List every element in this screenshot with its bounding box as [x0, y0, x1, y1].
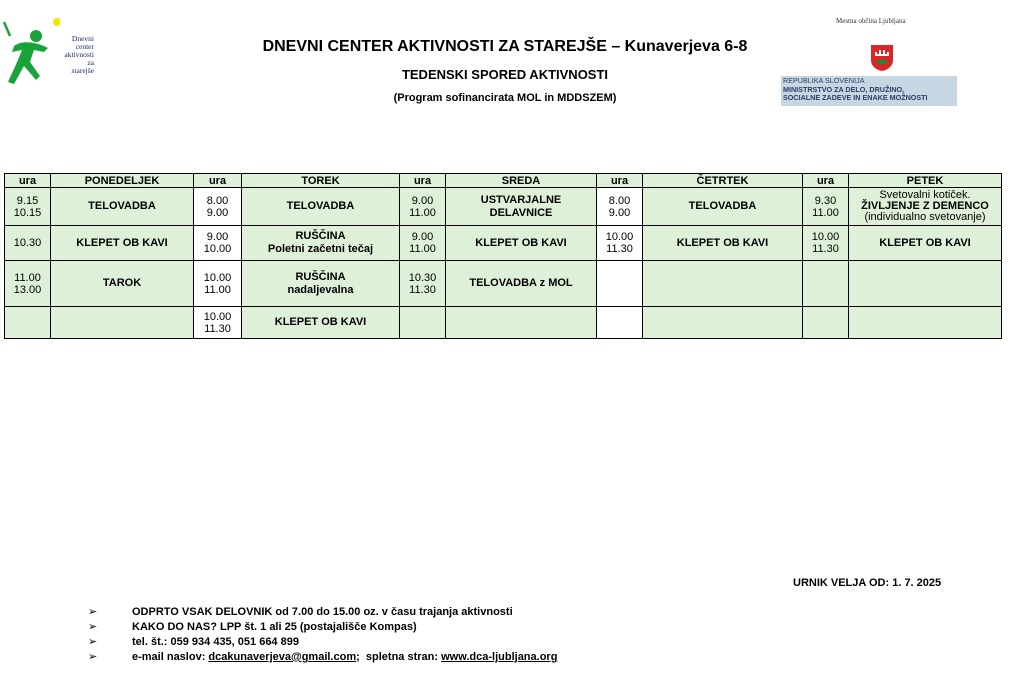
weekly-schedule-table: [4, 173, 1002, 339]
website-link[interactable]: www.dca-ljubljana.org: [441, 651, 558, 663]
activity-cell: TELOVADBA z MOL: [446, 261, 597, 307]
table-row: [5, 307, 1002, 339]
activity-cell: KLEPET OB KAVI: [446, 226, 597, 261]
time-cell: 11.00 13.00: [5, 261, 51, 307]
activity-cell: [51, 307, 194, 339]
header-cell: ura: [803, 174, 849, 188]
header-cell: TOREK: [242, 174, 400, 188]
activity-cell: [643, 261, 803, 307]
time-cell: 9.15 10.15: [5, 188, 51, 226]
activity-cell: [643, 307, 803, 339]
activity-cell: [446, 307, 597, 339]
time-cell: [597, 307, 643, 339]
center-logo: [0, 18, 100, 90]
activity-cell: TAROK: [51, 261, 194, 307]
email-link[interactable]: dcakunaverjeva@gmail.com: [208, 651, 357, 663]
activity-cell: RUŠČINA Poletni začetni tečaj: [242, 226, 400, 261]
activity-cell: TELOVADBA: [643, 188, 803, 226]
activity-cell: KLEPET OB KAVI: [849, 226, 1002, 261]
arrow-bullet-icon: ➢: [88, 606, 98, 618]
activity-cell: TELOVADBA: [242, 188, 400, 226]
list-item: [88, 605, 557, 620]
funding-note: (Program sofinancirata MOL in MDDSZEM): [393, 92, 617, 104]
ministry-logo: REPUBLIKA SLOVENIJA MINISTRSTVO ZA DELO, DRUŽINO, SOCIALNE ZADEVE IN ENAKE MOŽNOSTI: [781, 76, 957, 106]
header-cell: ura: [400, 174, 446, 188]
header-cell: ura: [597, 174, 643, 188]
time-cell: 9.30 11.00: [803, 188, 849, 226]
activity-cell: KLEPET OB KAVI: [51, 226, 194, 261]
time-cell: 10.00 11.30: [597, 226, 643, 261]
time-cell: [597, 261, 643, 307]
list-item: [88, 635, 557, 650]
info-list: [88, 605, 557, 665]
activity-cell: TELOVADBA: [51, 188, 194, 226]
schedule-valid-from: URNIK VELJA OD: 1. 7. 2025: [793, 577, 942, 589]
header-cell: SREDA: [446, 174, 597, 188]
time-cell: [803, 307, 849, 339]
time-cell: [803, 261, 849, 307]
activity-cell: Svetovalni kotiček. ŽIVLJENJE Z DEMENCO (individualno svetovanje): [849, 188, 1002, 226]
table-row: [5, 188, 1002, 226]
time-cell: [400, 307, 446, 339]
header-cell: ČETRTEK: [643, 174, 803, 188]
tennis-player-icon: [0, 18, 60, 90]
activity-cell: KLEPET OB KAVI: [643, 226, 803, 261]
activity-cell: [849, 307, 1002, 339]
table-row: [5, 261, 1002, 307]
time-cell: 9.00 11.00: [400, 188, 446, 226]
web-label: spletna stran:: [365, 651, 439, 663]
email-label: e-mail naslov:: [132, 651, 206, 663]
time-cell: 10.30 11.30: [400, 261, 446, 307]
table-row: [5, 226, 1002, 261]
phone-numbers: tel. št.: 059 934 435, 051 664 899: [132, 636, 299, 648]
time-cell: 8.00 9.00: [194, 188, 242, 226]
mol-label: Mestna občina Ljubljana: [836, 17, 906, 25]
arrow-bullet-icon: ➢: [88, 636, 98, 648]
list-item: [88, 620, 557, 635]
activity-cell: RUŠČINA nadaljevalna: [242, 261, 400, 307]
activity-cell: KLEPET OB KAVI: [242, 307, 400, 339]
activity-cell: USTVARJALNE DELAVNICE: [446, 188, 597, 226]
time-cell: 10.30: [5, 226, 51, 261]
header-cell: PONEDELJEK: [51, 174, 194, 188]
arrow-bullet-icon: ➢: [88, 621, 98, 633]
time-cell: 10.00 11.00: [194, 261, 242, 307]
time-cell: 10.00 11.30: [194, 307, 242, 339]
table-header-row: [5, 174, 1002, 188]
time-cell: 9.00 11.00: [400, 226, 446, 261]
opening-hours: ODPRTO VSAK DELOVNIK od 7.00 do 15.00 oz. v času trajanja aktivnosti: [132, 606, 513, 618]
arrow-bullet-icon: ➢: [88, 651, 98, 663]
directions: KAKO DO NAS? LPP št. 1 ali 25 (postajališče Kompas): [132, 621, 417, 633]
activity-cell: [849, 261, 1002, 307]
header-cell: ura: [194, 174, 242, 188]
header-cell: PETEK: [849, 174, 1002, 188]
time-cell: [5, 307, 51, 339]
time-cell: 10.00 11.30: [803, 226, 849, 261]
time-cell: 8.00 9.00: [597, 188, 643, 226]
page-title: DNEVNI CENTER AKTIVNOSTI ZA STAREJŠE – Kunaverjeva 6-8: [262, 38, 748, 55]
header-cell: ura: [5, 174, 51, 188]
ljubljana-crest-icon: [870, 44, 894, 72]
logo-text: Dnevni center aktivnosti za starejše: [64, 34, 94, 75]
page-subtitle: TEDENSKI SPORED AKTIVNOSTI: [401, 67, 609, 82]
time-cell: 9.00 10.00: [194, 226, 242, 261]
list-item: ➢ e-mail naslov: dcakunaverjeva@gmail.com; spletna stran: www.dca-ljubljana.org: [88, 651, 558, 663]
